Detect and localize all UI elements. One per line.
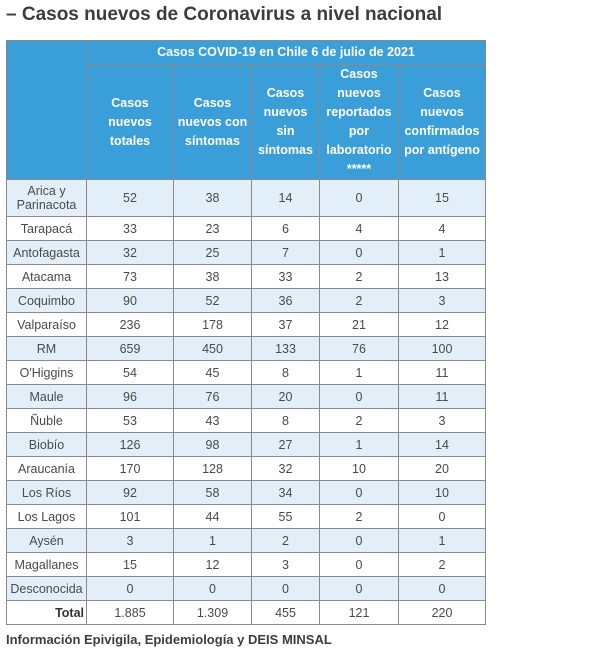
region-name-cell: Desconocida — [7, 577, 87, 601]
value-cell: 55 — [252, 505, 320, 529]
table-row — [7, 385, 486, 409]
value-cell: 92 — [87, 481, 174, 505]
value-cell: 21 — [320, 313, 399, 337]
value-cell: 52 — [87, 180, 174, 217]
value-cell: 10 — [399, 481, 486, 505]
page-title: – Casos nuevos de Coronavirus a nivel nacional — [6, 4, 443, 25]
value-cell: 0 — [320, 577, 399, 601]
value-cell: 2 — [320, 409, 399, 433]
value-cell: 27 — [252, 433, 320, 457]
value-cell: 7 — [252, 241, 320, 265]
table-row — [7, 337, 486, 361]
covid-cases-table — [6, 40, 486, 625]
value-cell: 14 — [399, 433, 486, 457]
value-cell: 12 — [174, 553, 252, 577]
value-cell: 128 — [174, 457, 252, 481]
value-cell: 100 — [399, 337, 486, 361]
source-footer: Información Epivigila, Epidemiología y DEIS MINSAL — [6, 632, 332, 647]
region-name-cell: Maule — [7, 385, 87, 409]
value-cell: 1 — [399, 241, 486, 265]
total-label: Total — [7, 601, 87, 625]
table-row — [7, 433, 486, 457]
value-cell: 20 — [252, 385, 320, 409]
table-row — [7, 289, 486, 313]
region-name-cell: Arica y Parinacota — [7, 180, 87, 217]
value-cell: 3 — [399, 289, 486, 313]
value-cell: 34 — [252, 481, 320, 505]
value-cell: 0 — [320, 385, 399, 409]
value-cell: 15 — [87, 553, 174, 577]
table-row — [7, 577, 486, 601]
table-row — [7, 409, 486, 433]
value-cell: 14 — [252, 180, 320, 217]
value-cell: 15 — [399, 180, 486, 217]
value-cell: 2 — [320, 505, 399, 529]
value-cell: 659 — [87, 337, 174, 361]
table-row — [7, 265, 486, 289]
table-corner-cell — [7, 41, 87, 180]
value-cell: 170 — [87, 457, 174, 481]
value-cell: 1 — [320, 361, 399, 385]
region-name-cell: RM — [7, 337, 87, 361]
region-name-cell: Antofagasta — [7, 241, 87, 265]
region-name-cell: Magallanes — [7, 553, 87, 577]
table-row — [7, 529, 486, 553]
total-value-cell: 220 — [399, 601, 486, 625]
value-cell: 2 — [320, 289, 399, 313]
value-cell: 0 — [174, 577, 252, 601]
table-row — [7, 481, 486, 505]
value-cell: 3 — [399, 409, 486, 433]
value-cell: 0 — [320, 553, 399, 577]
value-cell: 20 — [399, 457, 486, 481]
value-cell: 3 — [87, 529, 174, 553]
value-cell: 2 — [320, 265, 399, 289]
value-cell: 44 — [174, 505, 252, 529]
region-name-cell: Aysén — [7, 529, 87, 553]
region-name-cell: Ñuble — [7, 409, 87, 433]
value-cell: 45 — [174, 361, 252, 385]
value-cell: 12 — [399, 313, 486, 337]
value-cell: 76 — [320, 337, 399, 361]
region-name-cell: Coquimbo — [7, 289, 87, 313]
region-name-cell: Valparaíso — [7, 313, 87, 337]
value-cell: 8 — [252, 361, 320, 385]
value-cell: 3 — [252, 553, 320, 577]
table-row — [7, 241, 486, 265]
total-row — [7, 601, 486, 625]
value-cell: 73 — [87, 265, 174, 289]
value-cell: 76 — [174, 385, 252, 409]
value-cell: 37 — [252, 313, 320, 337]
region-name-cell: Tarapacá — [7, 217, 87, 241]
value-cell: 0 — [320, 180, 399, 217]
total-value-cell: 121 — [320, 601, 399, 625]
value-cell: 90 — [87, 289, 174, 313]
region-name-cell: O'Higgins — [7, 361, 87, 385]
region-name-cell: Los Ríos — [7, 481, 87, 505]
value-cell: 0 — [399, 577, 486, 601]
value-cell: 4 — [399, 217, 486, 241]
value-cell: 133 — [252, 337, 320, 361]
value-cell: 11 — [399, 361, 486, 385]
value-cell: 52 — [174, 289, 252, 313]
column-header-without-symptoms: Casos nuevos sin síntomas — [252, 65, 320, 180]
value-cell: 54 — [87, 361, 174, 385]
value-cell: 98 — [174, 433, 252, 457]
value-cell: 96 — [87, 385, 174, 409]
value-cell: 1 — [320, 433, 399, 457]
value-cell: 126 — [87, 433, 174, 457]
region-name-cell: Atacama — [7, 265, 87, 289]
column-header-with-symptoms: Casos nuevos con síntomas — [174, 65, 252, 180]
value-cell: 8 — [252, 409, 320, 433]
value-cell: 0 — [320, 241, 399, 265]
value-cell: 4 — [320, 217, 399, 241]
value-cell: 43 — [174, 409, 252, 433]
column-header-by-antigen: Casos nuevos confirmados por antígeno — [399, 65, 486, 180]
value-cell: 0 — [320, 529, 399, 553]
value-cell: 38 — [174, 265, 252, 289]
table-row — [7, 217, 486, 241]
value-cell: 23 — [174, 217, 252, 241]
value-cell: 32 — [87, 241, 174, 265]
region-name-cell: Araucanía — [7, 457, 87, 481]
total-value-cell: 455 — [252, 601, 320, 625]
value-cell: 1 — [174, 529, 252, 553]
value-cell: 38 — [174, 180, 252, 217]
value-cell: 33 — [252, 265, 320, 289]
table-row — [7, 361, 486, 385]
value-cell: 13 — [399, 265, 486, 289]
value-cell: 450 — [174, 337, 252, 361]
table-row — [7, 180, 486, 217]
value-cell: 32 — [252, 457, 320, 481]
value-cell: 58 — [174, 481, 252, 505]
value-cell: 11 — [399, 385, 486, 409]
value-cell: 0 — [320, 481, 399, 505]
column-header-total: Casos nuevos totales — [87, 65, 174, 180]
region-name-cell: Los Lagos — [7, 505, 87, 529]
total-value-cell: 1.885 — [87, 601, 174, 625]
table-row — [7, 553, 486, 577]
table-caption: Casos COVID-19 en Chile 6 de julio de 2021 — [87, 41, 486, 65]
value-cell: 1 — [399, 529, 486, 553]
value-cell: 0 — [87, 577, 174, 601]
value-cell: 101 — [87, 505, 174, 529]
total-value-cell: 1.309 — [174, 601, 252, 625]
region-name-cell: Biobío — [7, 433, 87, 457]
value-cell: 178 — [174, 313, 252, 337]
value-cell: 36 — [252, 289, 320, 313]
value-cell: 0 — [399, 505, 486, 529]
value-cell: 53 — [87, 409, 174, 433]
table-row — [7, 313, 486, 337]
value-cell: 2 — [399, 553, 486, 577]
value-cell: 236 — [87, 313, 174, 337]
table-row — [7, 457, 486, 481]
value-cell: 0 — [252, 577, 320, 601]
column-header-by-laboratory: Casos nuevos reportados por laboratorio ***** — [320, 65, 399, 180]
value-cell: 2 — [252, 529, 320, 553]
value-cell: 33 — [87, 217, 174, 241]
covid-cases-table-container — [6, 40, 486, 625]
value-cell: 6 — [252, 217, 320, 241]
value-cell: 10 — [320, 457, 399, 481]
value-cell: 25 — [174, 241, 252, 265]
table-row — [7, 505, 486, 529]
